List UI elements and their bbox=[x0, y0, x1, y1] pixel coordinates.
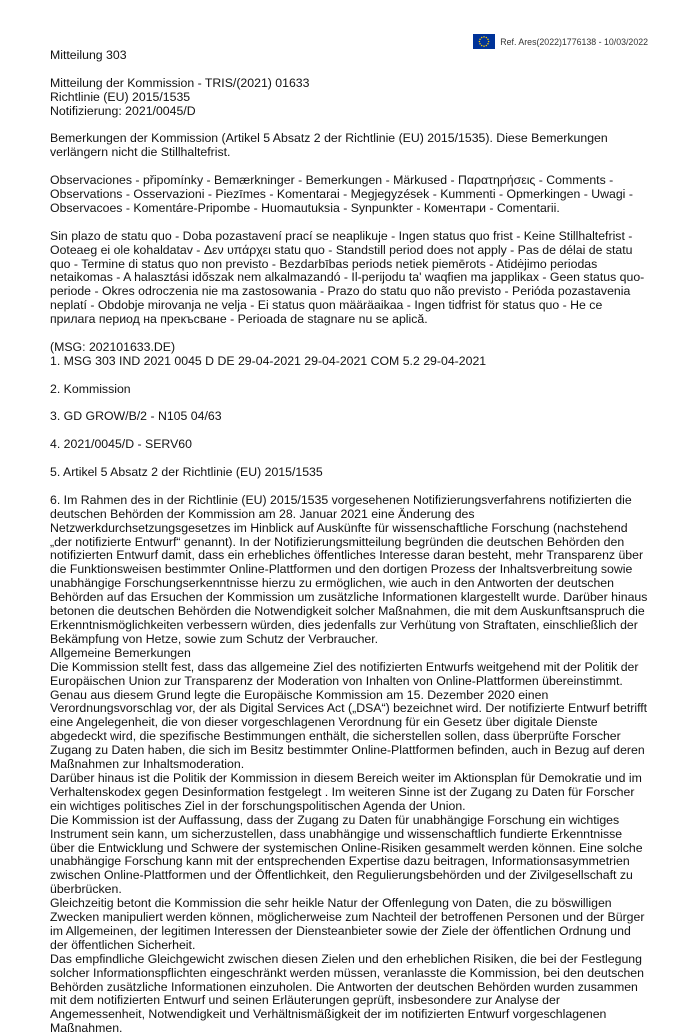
standstill-paragraph: Sin plazo de statu quo - Doba pozastavení prací se neaplikuje - Ingen status quo frist - Keine Stillhaltefrist - Ooteaeg ei ole kohaldatav - Δεν υπάρχει statu quo - Standstill period does not apply - Pas de délai de statu quo - Termine di status quo non previsto - Bezdarbības periods netiek piemērots - Atidėjimo periodas netaikomas - A halasztási időszak nem alkalmazandó - Il-perijodu ta' waqfien ma japplikax - Geen status quo-periode - Okres odroczenia nie ma zastosowania - Prazo do statu quo não previsto - Perióda pozastavenia neplatí - Obdobje mirovanja ne velja - Ei status quon määräaikaa - Ingen tidfrist för status quo - Не се прилага период на прекъсване - Perioada de stagnare nu se aplică. bbox=[50, 228, 645, 327]
eu-flag-star bbox=[488, 38, 490, 40]
reference-stamp bbox=[473, 34, 648, 49]
list-item-3: 3. GD GROW/B/2 - N105 04/63 bbox=[50, 409, 222, 424]
list-item-1: 1. MSG 303 IND 2021 0045 D DE 29-04-2021 29-04-2021 COM 5.2 29-04-2021 bbox=[50, 353, 487, 368]
eu-flag-star bbox=[484, 45, 486, 47]
observations-paragraph: Observaciones - připomínky - Bemærkninger - Bemerkungen - Märkused - Παρατηρήσεις - Comments - Observations - Osservazioni - Piezīmes - Komentarai - Megjegyzések - Kummenti - Opmerkingen - Uwagi - Observacoes - Komentáre-Pripombe - Huomautuksia - Synpunkter - Коментари - Comentarii. bbox=[50, 173, 633, 215]
list-item-5: 5. Artikel 5 Absatz 2 der Richtlinie (EU) 2015/1535 bbox=[50, 465, 323, 480]
list-item-4: 4. 2021/0045/D - SERV60 bbox=[50, 437, 192, 452]
eu-flag-star bbox=[480, 38, 482, 40]
eu-flag-icon bbox=[473, 34, 495, 49]
eu-flag-star bbox=[484, 36, 486, 38]
eu-flag-star bbox=[481, 45, 483, 47]
paragraph-5: Gleichzeitig betont die Kommission die sehr heikle Natur der Offenlegung von Daten, die zu böswilligen Zwecken manipuliert werden können, möglicherweise zum Nachteil der betroffenen Personen und der Bürger im Allgemeinen, der legitimen Interessen der Diensteanbieter sowie der Ziele der öffentlichen Ordnung und der öffentlichen Sicherheit. bbox=[50, 896, 645, 952]
eu-flag-star bbox=[488, 43, 490, 45]
eu-flag-star bbox=[486, 37, 488, 39]
notification-line-2: Richtlinie (EU) 2015/1535 bbox=[50, 89, 191, 104]
intro-paragraph: Bemerkungen der Kommission (Artikel 5 Absatz 2 der Richtlinie (EU) 2015/1535). Diese Bemerkungen verlängern nicht die Stillhaltefrist. bbox=[50, 131, 608, 160]
eu-flag-star bbox=[481, 37, 483, 39]
reference-number: Ref. Ares(2022)1776138 - 10/03/2022 bbox=[500, 36, 648, 47]
paragraph-6: Das empfindliche Gleichgewicht zwischen diesen Zielen und den erheblichen Risiken, die bei der Festlegung solcher Informationspflichten eingeschränkt werden müssen, veranlasste die Kommission, bei den deutschen Behörden zusätzliche Informationen einzuholen. Die Antworten der deutschen Behörden wurden zusammen mit dem notifizierten Entwurf und seinen Erläuterungen geprüft, insbesondere zur Analyse der Angemessenheit, Notwendigkeit und Verhältnismäßigkeit der im notifizierten Entwurf vorgeschlagenen Maßnahmen. bbox=[50, 951, 644, 1036]
notification-line-3: Notifizierung: 2021/0045/D bbox=[50, 103, 196, 118]
paragraph-4: Die Kommission ist der Auffassung, dass der Zugang zu Daten für unabhängige Forschung ein wichtiges Instrument sein kann, um sicherzustellen, dass unabhängige und wissenschaftlich fundierte Erkenntnisse über die Entwicklung und Schwere der systemischen Online-Risiken gesammelt werden können. Eine solche unabhängige Forschung kann mit der entsprechenden Expertise dazu beitragen, Informationsasymmetrien zwischen Online-Plattformen und der Öffentlichkeit, den Regulierungsbehörden und der Zivilgesellschaft zu überbrücken. bbox=[50, 812, 643, 897]
message-id: (MSG: 202101633.DE) bbox=[50, 339, 176, 354]
paragraph-2: Genau aus diesem Grund legte die Europäische Kommission am 15. Dezember 2020 einen Verordnungsvorschlag vor, der als Digital Services Act („DSA“) bezeichnet wird. Der notifizierte Entwurf betrifft eine Angelegenheit, die von dieser vorgeschlagenen Verordnung für ein Gesetz über digitale Dienste abgedeckt wird, die spezifische Bestimmungen enthält, die sicherstellen sollen, dass überprüfte Forscher Zugang zu Daten haben, die sich im Besitz bestimmter Online-Plattformen befinden, auch in Bezug auf deren Maßnahmen zur Inhaltsmoderation. bbox=[50, 687, 648, 772]
list-item-6: 6. Im Rahmen des in der Richtlinie (EU) 2015/1535 vorgesehenen Notifizierungsverfahrens notifizierten die deutschen Behörden der Kommission am 28. Januar 2021 eine Änderung des Netzwerkdurchsetzungsgesetzes im Hinblick auf Auskünfte für wissenschaftliche Forschung (nachstehend „der notifizierte Entwurf“ genannt). In der Notifizierungsmitteilung begründen die deutschen Behörden den notifizierten Entwurf damit, dass ein erhebliches öffentliches Interesse daran besteht, mehr Transparenz über die Funktionsweisen bestimmter Online-Plattformen und den dortigen Prozess der Inhaltsverbreitung sowie unabhängige Forschungserkenntnisse hierzu zu ermöglichen, wie auch in den Antworten der deutschen Behörden auf das Ersuchen der Kommission um zusätzliche Informationen klargestellt wurde. Darüber hinaus betonen die deutschen Behörden die Notwendigkeit solcher Maßnahmen, die mit dem Auskunftsanspruch die Erkenntnismöglichkeiten verbessern würden, dies jedenfalls zur Verhütung von Straftaten, einschließlich der Bekämpfung von Hetze, sowie zum Schutz der Verbraucher. bbox=[50, 492, 648, 646]
eu-flag-star bbox=[488, 41, 490, 43]
list-item-2: 2. Kommission bbox=[50, 381, 131, 396]
notification-line-1: Mitteilung der Kommission - TRIS/(2021) 01633 bbox=[50, 75, 310, 90]
paragraph-3: Darüber hinaus ist die Politik der Kommission in diesem Bereich weiter im Aktionsplan für Demokratie und im Verhaltenskodex gegen Desinformation festgelegt . Im weiteren Sinne ist der Zugang zu Daten für Forscher ein wichtiges politisches Ziel in der forschungspolitischen Agenda der Union. bbox=[50, 770, 642, 813]
paragraph-1: Die Kommission stellt fest, dass das allgemeine Ziel des notifizierten Entwurfs weitgehend mit der Politik der Europäischen Union zur Transparenz der Moderation von Inhalten von Online-Plattformen übereinstimmt. bbox=[50, 659, 639, 688]
document-body bbox=[50, 49, 650, 1036]
eu-flag-star bbox=[479, 41, 481, 43]
eu-flag-star bbox=[480, 43, 482, 45]
document-title: Mitteilung 303 bbox=[50, 48, 127, 62]
section-heading: Allgemeine Bemerkungen bbox=[50, 645, 191, 660]
eu-flag-star bbox=[486, 45, 488, 47]
